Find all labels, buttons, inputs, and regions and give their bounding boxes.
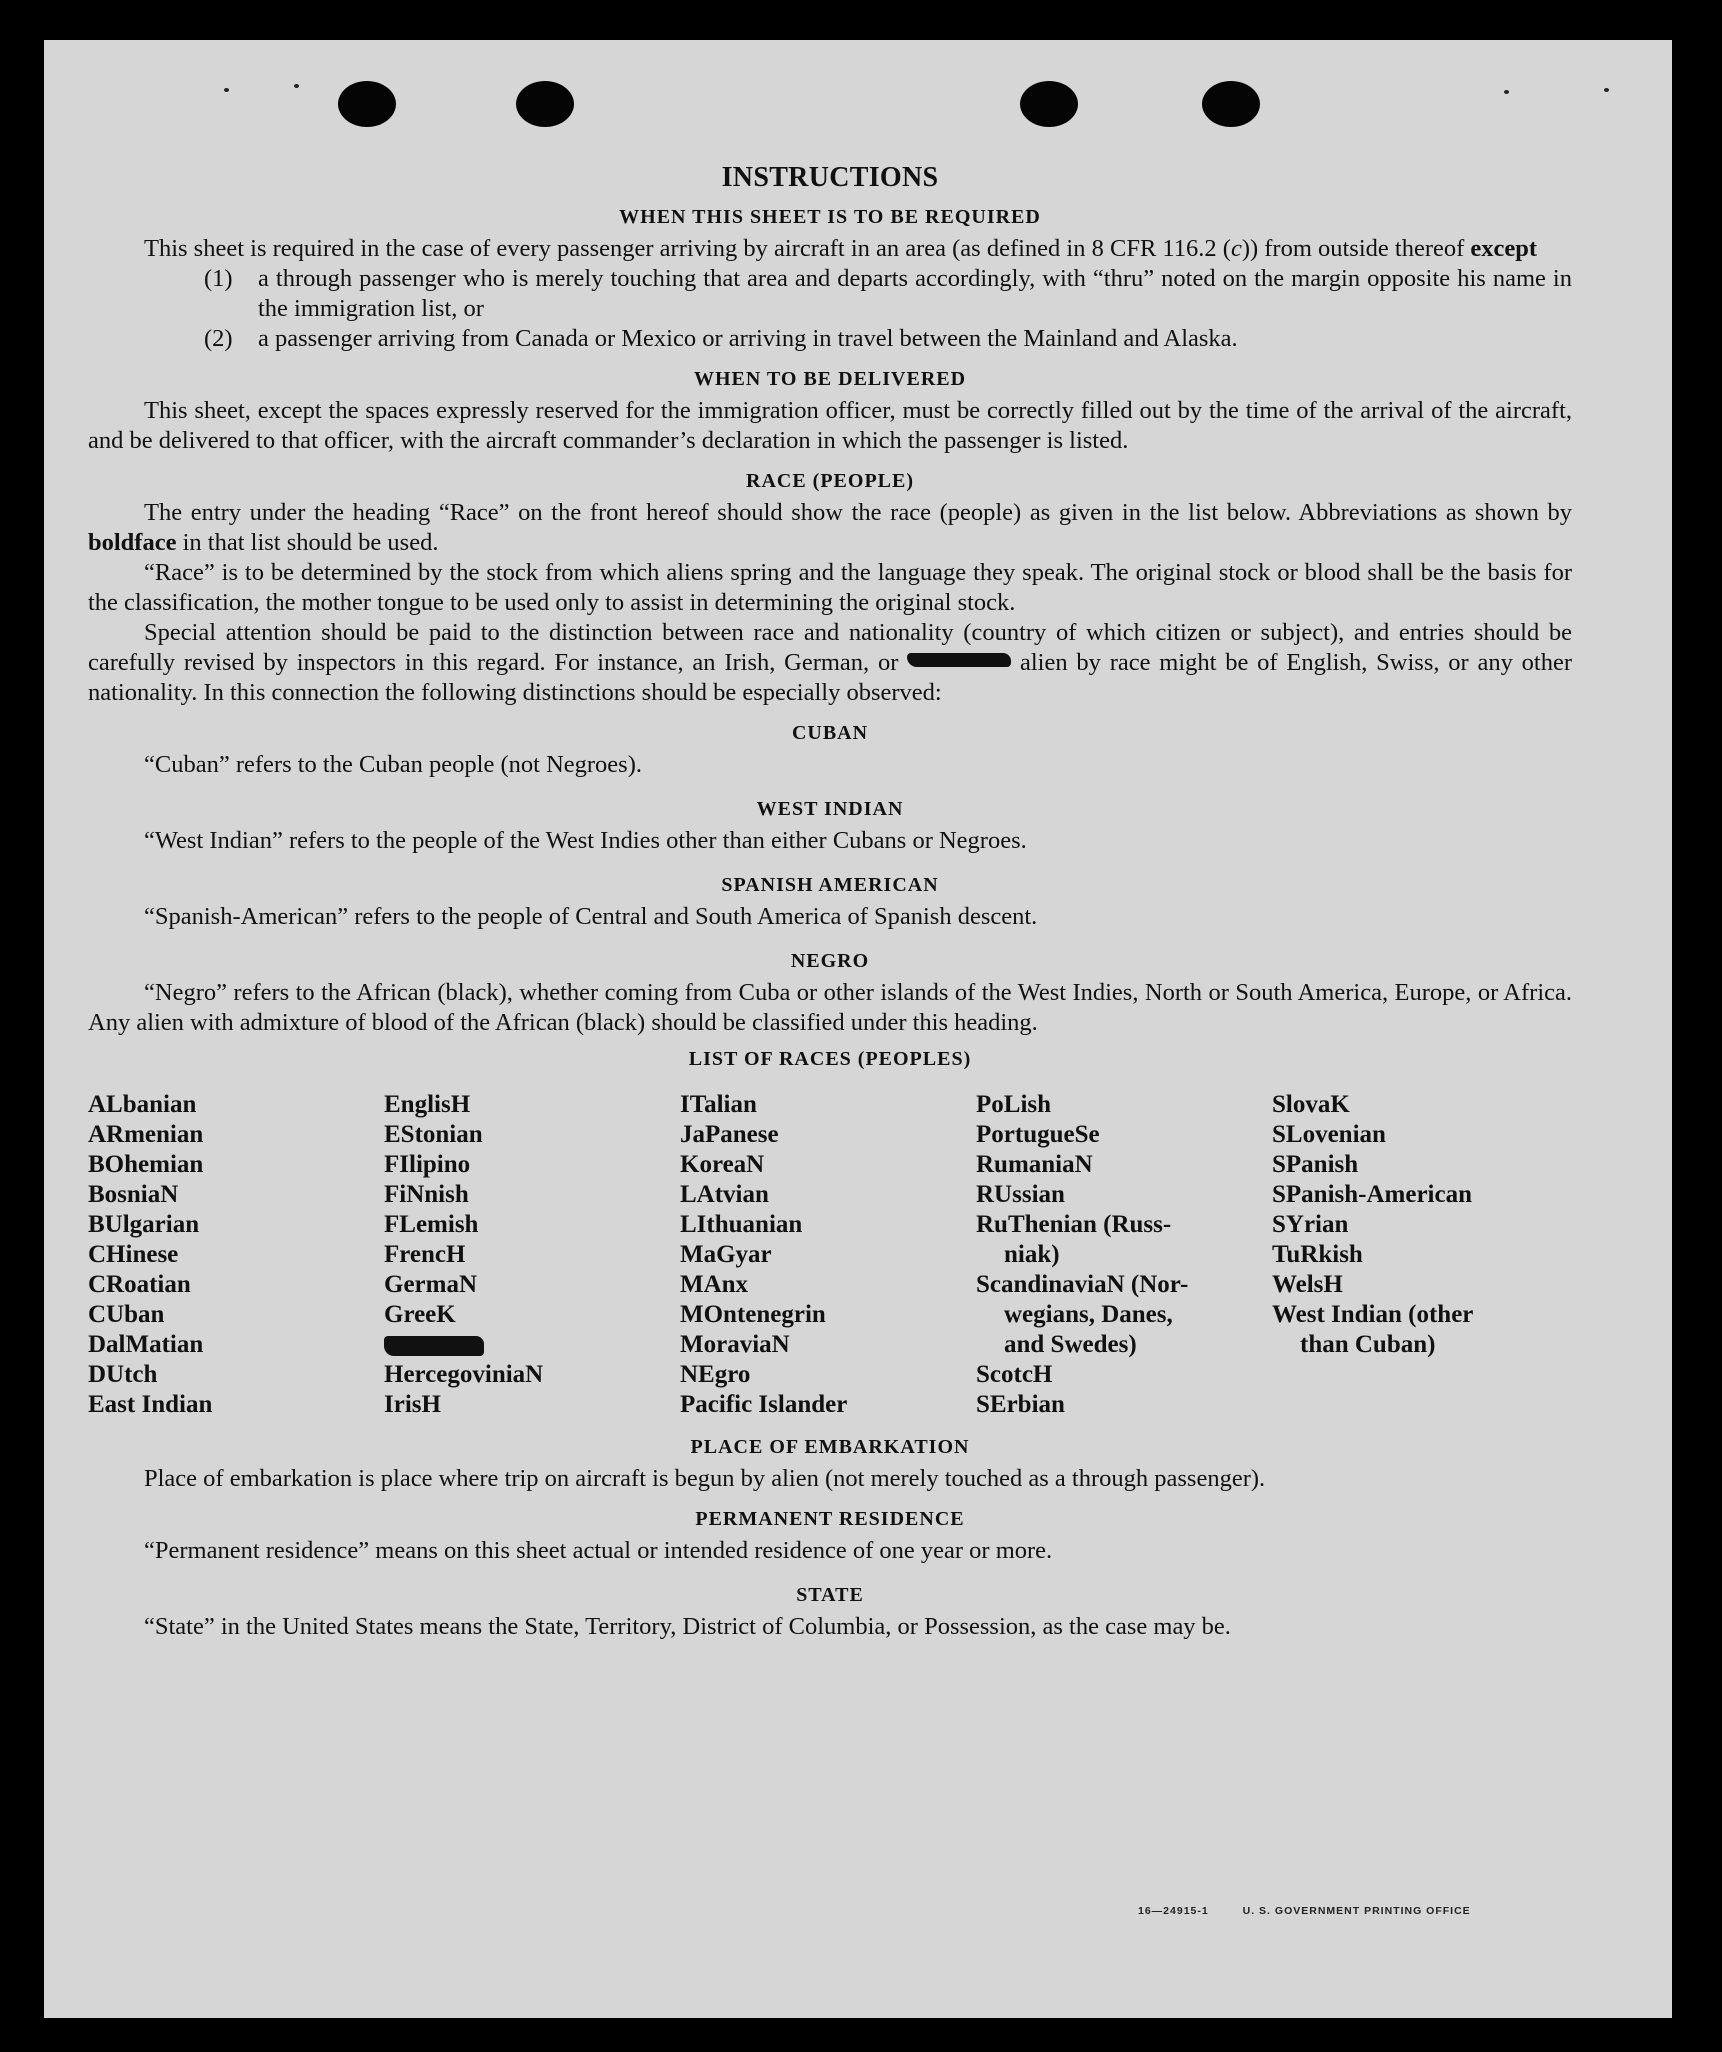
race-entry: [384, 1270, 680, 1300]
race-name: PoLish: [976, 1091, 1052, 1118]
section-heading-list: LIST OF RACES (PEOPLES): [688, 1048, 972, 1070]
race-name: MAnx: [680, 1271, 749, 1298]
race-paragraph-3: [88, 618, 1572, 708]
race-name: BosniaN: [88, 1181, 179, 1208]
race-name: MaGyar: [680, 1241, 772, 1268]
race-name: West Indian (other: [1272, 1301, 1474, 1328]
race-entry: [384, 1180, 680, 1210]
race-entry: [1272, 1150, 1568, 1180]
race-p1-text-2: in that list should be used.: [176, 529, 439, 556]
race-entry: [88, 1390, 384, 1420]
punch-hole-3: [1020, 81, 1078, 127]
race-name: DalMatian: [88, 1331, 204, 1358]
race-name: LAtvian: [680, 1181, 769, 1208]
race-name: Pacific Islander: [680, 1391, 848, 1418]
race-name: CRoatian: [88, 1271, 191, 1298]
punch-hole-4: [1202, 81, 1260, 127]
race-entry: [88, 1300, 384, 1330]
race-list: [88, 1090, 1572, 1420]
section-heading-state: STATE: [796, 1584, 864, 1606]
race-column: [1272, 1090, 1568, 1420]
section-heading-required: WHEN THIS SHEET IS TO BE REQUIRED: [619, 206, 1041, 228]
race-entry: [88, 1360, 384, 1390]
race-entry: [976, 1360, 1272, 1390]
race-entry: [680, 1300, 976, 1330]
section-heading-west-indian: WEST INDIAN: [756, 798, 904, 820]
race-entry: [976, 1270, 1272, 1360]
race-entry: [384, 1120, 680, 1150]
race-entry: [384, 1240, 680, 1270]
race-entry: [680, 1240, 976, 1270]
race-name: FLemish: [384, 1211, 479, 1238]
race-name: SlovaK: [1272, 1091, 1350, 1118]
race-entry: [680, 1390, 976, 1420]
race-entry: [384, 1090, 680, 1120]
race-entry: [1272, 1240, 1568, 1270]
section-heading-cuban: CUBAN: [791, 722, 869, 744]
race-entry: [88, 1210, 384, 1240]
race-entry: [680, 1330, 976, 1360]
required-intro-text: This sheet is required in the case of every passenger arriving by aircraft in an area (as defined in 8 CFR 116.2 (: [144, 235, 1231, 262]
race-name: ARmenian: [88, 1121, 204, 1148]
race-name: HercegoviniaN: [384, 1361, 544, 1388]
race-name: PortugueSe: [976, 1121, 1100, 1148]
race-name: ScotcH: [976, 1361, 1053, 1388]
race-entry: [680, 1210, 976, 1240]
race-name: WelsH: [1272, 1271, 1343, 1298]
race-name: GermaN: [384, 1271, 478, 1298]
race-entry: [88, 1150, 384, 1180]
race-entry: [680, 1090, 976, 1120]
race-name: BUlgarian: [88, 1211, 200, 1238]
spanish-american-text: “Spanish-American” refers to the people of Central and South America of Spanish descent.: [144, 903, 1038, 930]
race-entry: [1272, 1180, 1568, 1210]
section-heading-delivered: WHEN TO BE DELIVERED: [693, 368, 967, 390]
embarkation-text: Place of embarkation is place where trip on aircraft is begun by alien (not merely touched as a through passenger).: [144, 1465, 1266, 1492]
section-heading-embarkation: PLACE OF EMBARKATION: [690, 1436, 970, 1458]
race-name: MOntenegrin: [680, 1301, 826, 1328]
exception-number: (2): [204, 325, 233, 352]
exception-number: (1): [204, 265, 233, 292]
race-name: RumaniaN: [976, 1151, 1093, 1178]
race-entry: [680, 1150, 976, 1180]
required-intro: [88, 234, 1572, 264]
race-entry: [1272, 1120, 1568, 1150]
race-name: CUban: [88, 1301, 165, 1328]
race-name: SYrian: [1272, 1211, 1349, 1238]
race-name: CHinese: [88, 1241, 179, 1268]
race-entry: [384, 1330, 680, 1360]
race-p1-text: The entry under the heading “Race” on the front hereof should show the race (people) as given in the list below. Abbreviations as shown by: [144, 499, 1572, 526]
race-name: ScandinaviaN (Nor-: [976, 1271, 1189, 1298]
race-entry: [384, 1150, 680, 1180]
race-name: NEgro: [680, 1361, 751, 1388]
race-column: [976, 1090, 1272, 1420]
race-name: RUssian: [976, 1181, 1065, 1208]
race-name: EnglisH: [384, 1091, 471, 1118]
race-name: DUtch: [88, 1361, 158, 1388]
race-name: SPanish-American: [1272, 1181, 1472, 1208]
race-p1-boldface: boldface: [88, 529, 177, 556]
race-name: JaPanese: [680, 1121, 779, 1148]
race-entry: [384, 1210, 680, 1240]
residence-text: “Permanent residence” means on this sheet actual or intended residence of one year or more.: [144, 1537, 1053, 1564]
race-entry: [88, 1180, 384, 1210]
race-entry: [1272, 1090, 1568, 1120]
speck: [294, 84, 299, 88]
exception-text: a through passenger who is merely touching that area and departs accordingly, with “thru” noted on the margin opposite his name in the immigration list, or: [258, 265, 1572, 322]
printer-credit: U. S. GOVERNMENT PRINTING OFFICE: [1242, 1905, 1471, 1917]
race-name: SLovenian: [1272, 1121, 1386, 1148]
race-entry: [1272, 1270, 1568, 1300]
race-entry: [976, 1120, 1272, 1150]
section-heading-negro: NEGRO: [790, 950, 870, 972]
print-footer: [1138, 1905, 1501, 1917]
exception-text: a passenger arriving from Canada or Mexico or arriving in travel between the Mainland and Alaska.: [258, 325, 1238, 352]
race-column: [680, 1090, 976, 1420]
section-heading-race: RACE (PEOPLE): [746, 470, 914, 492]
race-entry: [976, 1180, 1272, 1210]
race-name: FIlipino: [384, 1151, 471, 1178]
section-heading-spanish-american: SPANISH AMERICAN: [721, 874, 939, 896]
race-column: [384, 1090, 680, 1420]
redaction-mark: [384, 1336, 484, 1356]
race-p3-text-2: alien by race might be of English, Swiss, or any other nationality. In this connection the following distinctions should be especially observed:: [88, 649, 1572, 706]
exception-item-1: [204, 264, 1572, 324]
race-name: LIthuanian: [680, 1211, 803, 1238]
race-entry: [88, 1090, 384, 1120]
race-entry: [976, 1090, 1272, 1120]
speck: [1504, 90, 1509, 94]
race-paragraph-1: [88, 498, 1572, 558]
required-intro-italic: c: [1230, 235, 1242, 262]
race-name-continued: wegians, Danes,: [1004, 1301, 1173, 1328]
race-entry: [88, 1120, 384, 1150]
instructions-content: [88, 160, 1572, 1642]
cuban-text: “Cuban” refers to the Cuban people (not Negroes).: [144, 751, 642, 778]
race-name: ALbanian: [88, 1091, 197, 1118]
race-name: FrencH: [384, 1241, 466, 1268]
race-entry: [680, 1270, 976, 1300]
required-intro-except: except: [1470, 235, 1538, 262]
exception-item-2: [204, 324, 1572, 354]
race-name: East Indian: [88, 1391, 213, 1418]
document-sheet: [44, 40, 1672, 2018]
race-name: SErbian: [976, 1391, 1065, 1418]
race-name: BOhemian: [88, 1151, 204, 1178]
race-name: SPanish: [1272, 1151, 1359, 1178]
redaction-mark: [907, 653, 1011, 667]
race-name: GreeK: [384, 1301, 456, 1328]
race-name-continued: and Swedes): [1004, 1331, 1137, 1358]
race-name: TuRkish: [1272, 1241, 1363, 1268]
punch-hole-1: [338, 81, 396, 127]
race-entry: [680, 1180, 976, 1210]
race-paragraph-2: “Race” is to be determined by the stock from which aliens spring and the language they speak. The original stock or blood shall be the basis for the classification, the mother tongue to be used only to assist in determining the original stock.: [88, 559, 1572, 616]
race-name: KoreaN: [680, 1151, 765, 1178]
race-column: [88, 1090, 384, 1420]
race-entry: [88, 1330, 384, 1360]
race-entry: [976, 1210, 1272, 1270]
race-entry: [680, 1120, 976, 1150]
race-entry: [1272, 1300, 1568, 1360]
race-name: RuThenian (Russ-: [976, 1211, 1172, 1238]
speck: [1604, 88, 1609, 92]
form-number: 16—24915-1: [1138, 1905, 1209, 1917]
punch-hole-2: [516, 81, 574, 127]
race-name: ITalian: [680, 1091, 757, 1118]
race-name-continued: than Cuban): [1300, 1331, 1436, 1358]
delivered-text: This sheet, except the spaces expressly reserved for the immigration officer, must be correctly filled out by the time of the arrival of the aircraft, and be delivered to that officer, with the aircraft commander’s declaration in which the passenger is listed.: [88, 397, 1572, 454]
state-text: “State” in the United States means the State, Territory, District of Columbia, or Possession, as the case may be.: [144, 1613, 1231, 1640]
race-name: EStonian: [384, 1121, 483, 1148]
race-entry: [384, 1360, 680, 1390]
race-name-continued: niak): [1004, 1241, 1060, 1268]
race-p3-text: Special attention should be paid to the distinction between race and nationality (country of which citizen or subject), and entries should be carefully revised by inspectors in this regard. For instance, an Irish, German, or: [88, 619, 1572, 676]
race-entry: [976, 1390, 1272, 1420]
race-entry: [88, 1270, 384, 1300]
race-name: FiNnish: [384, 1181, 469, 1208]
race-name: IrisH: [384, 1391, 441, 1418]
section-heading-residence: PERMANENT RESIDENCE: [695, 1508, 965, 1530]
race-entry: [680, 1360, 976, 1390]
race-entry: [1272, 1210, 1568, 1240]
race-name: MoraviaN: [680, 1331, 790, 1358]
page-title: INSTRUCTIONS: [721, 162, 939, 193]
west-indian-text: “West Indian” refers to the people of the West Indies other than either Cubans or Negroes.: [144, 827, 1027, 854]
race-entry: [88, 1240, 384, 1270]
required-intro-text-2: )) from outside thereof: [1241, 235, 1471, 262]
race-entry: [384, 1300, 680, 1330]
negro-text: “Negro” refers to the African (black), whether coming from Cuba or other islands of the West Indies, North or South America, Europe, or Africa. Any alien with admixture of blood of the African (black) should be classified under this heading.: [88, 979, 1572, 1036]
race-entry: [384, 1390, 680, 1420]
speck: [224, 88, 229, 92]
race-entry: [976, 1150, 1272, 1180]
